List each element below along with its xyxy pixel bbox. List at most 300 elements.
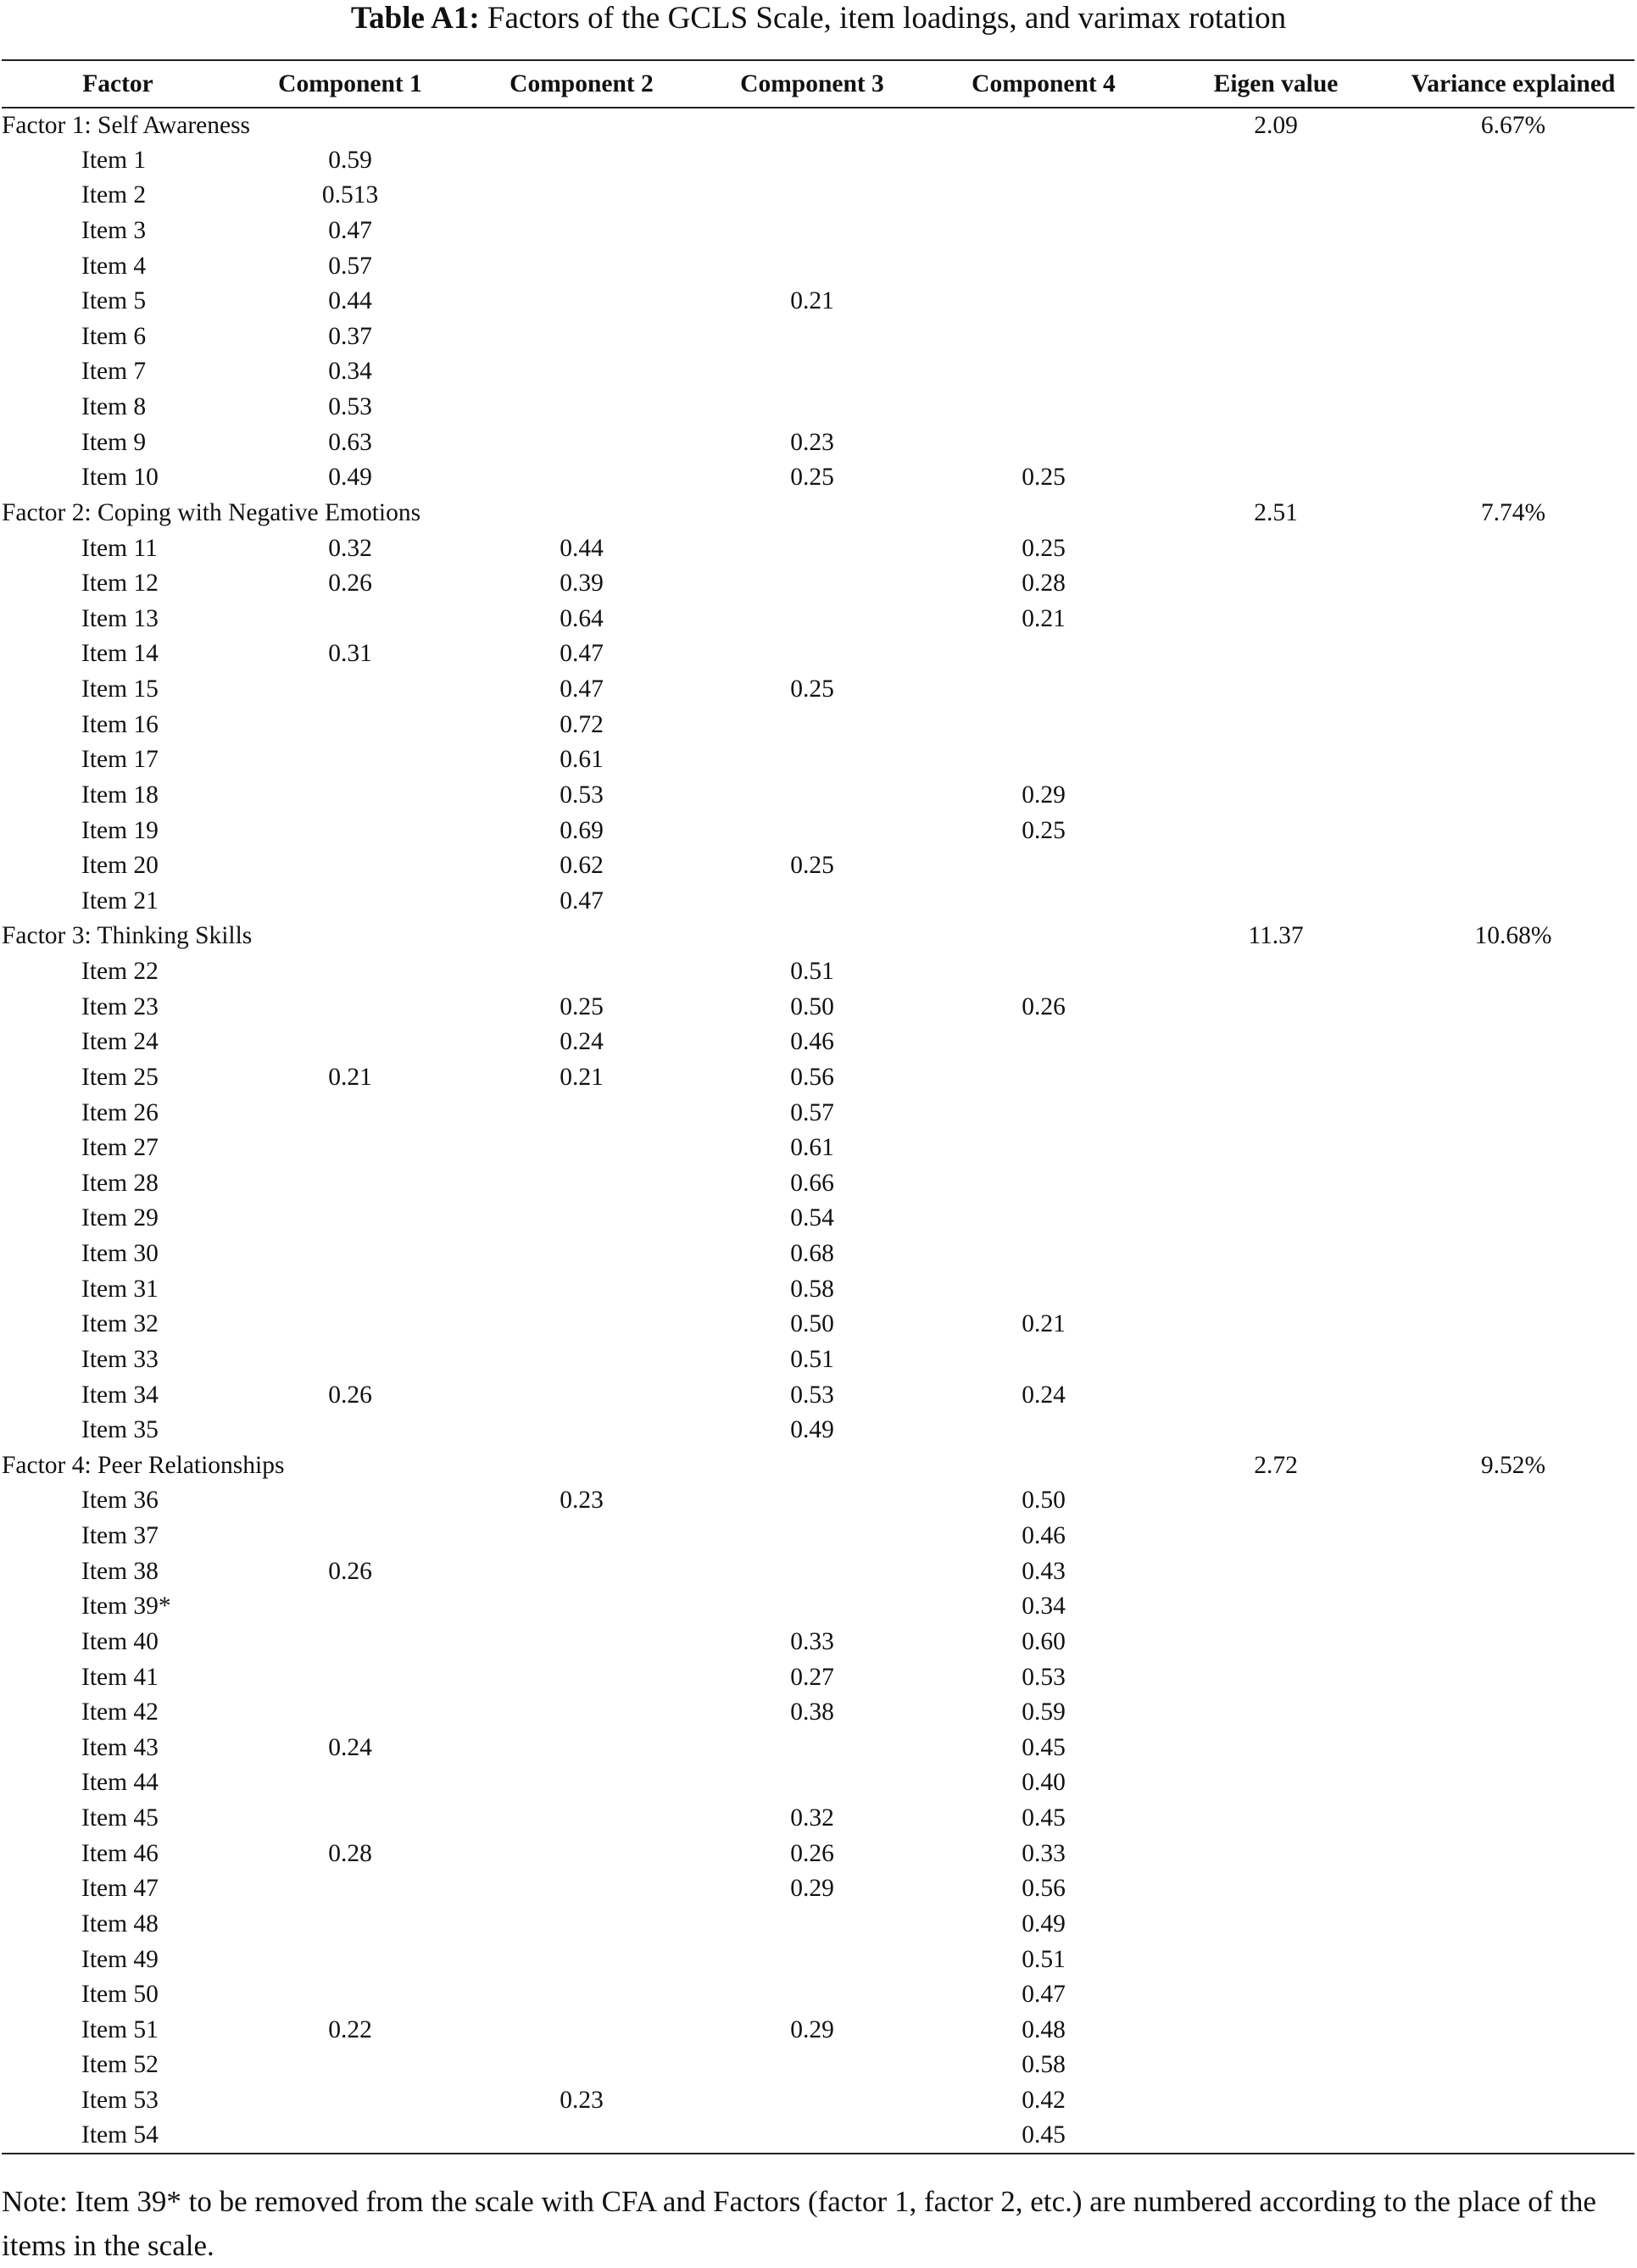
loading-component-2: 0.23 (560, 1487, 604, 1515)
factor-name: Factor 4: Peer Relationships (2, 1451, 285, 1479)
loading-component-1 (234, 1096, 466, 1131)
loading-component-4 (927, 672, 1160, 708)
eigen-value-cell (1160, 1871, 1392, 1907)
eigen-value-cell (1160, 178, 1392, 214)
eigen-value-cell (1160, 249, 1392, 285)
loading-component-1 (234, 1519, 466, 1554)
eigen-value-cell (1160, 1519, 1392, 1554)
loading-component-3 (697, 143, 927, 179)
loading-component-4: 0.58 (1022, 2051, 1066, 2079)
loading-component-3 (697, 602, 927, 637)
loading-component-2: 0.64 (560, 604, 604, 632)
item-name: Item 17 (81, 746, 159, 774)
column-header-component-2: Component 2 (466, 60, 697, 108)
eigen-value-cell (1160, 1554, 1392, 1590)
eigen-value-cell (1160, 1765, 1392, 1801)
variance-explained-cell (1392, 954, 1634, 990)
loading-component-4 (927, 249, 1160, 285)
loading-component-1: 0.57 (328, 252, 372, 280)
loading-component-4: 0.47 (1022, 1981, 1066, 2009)
loading-component-1 (234, 778, 466, 814)
loading-component-2 (466, 390, 697, 425)
loading-component-3 (697, 814, 927, 849)
loading-component-2: 0.44 (560, 534, 604, 562)
loading-component-3: 0.32 (790, 1804, 834, 1832)
eigen-value-cell (1160, 1060, 1392, 1096)
loading-component-3: 0.25 (790, 464, 834, 492)
item-row (2, 178, 1634, 214)
eigen-value-cell (1160, 1378, 1392, 1414)
eigen-value-cell (1160, 1483, 1392, 1519)
loading-component-4 (927, 1237, 1160, 1272)
loading-component-3: 0.26 (790, 1839, 834, 1867)
variance-explained-cell (1392, 1342, 1634, 1378)
item-name: Item 54 (2, 2119, 234, 2154)
loading-component-3 (697, 390, 927, 425)
loading-component-4: 0.59 (1022, 1698, 1066, 1726)
variance-explained-cell (1392, 848, 1634, 884)
loading-component-3 (697, 1977, 927, 2013)
loading-component-4 (927, 1096, 1160, 1131)
loading-component-4 (927, 390, 1160, 425)
loading-component-2 (466, 1943, 697, 1978)
variance-explained-cell (1392, 1201, 1634, 1237)
loading-component-3 (697, 531, 927, 567)
loading-component-1 (234, 2048, 466, 2083)
loading-component-3: 0.21 (790, 287, 834, 315)
loading-component-4: 0.25 (1022, 534, 1066, 562)
variance-explained-cell (1392, 531, 1634, 567)
loading-component-4: 0.53 (1022, 1663, 1066, 1691)
loading-component-2: 0.47 (560, 675, 604, 703)
item-row (2, 742, 1634, 778)
loading-component-3: 0.58 (790, 1275, 834, 1303)
loading-component-3 (697, 1943, 927, 1978)
loading-component-1: 0.44 (328, 287, 372, 315)
eigen-value-cell (1160, 284, 1392, 320)
loading-component-1: 0.22 (328, 2015, 372, 2043)
loading-component-3 (697, 1554, 927, 1590)
variance-explained-cell (1392, 1096, 1634, 1131)
loading-component-1 (234, 708, 466, 743)
loading-component-4: 0.46 (1022, 1522, 1066, 1550)
item-row (2, 1131, 1634, 1166)
loading-component-3 (697, 2048, 927, 2083)
loading-component-2: 0.62 (560, 852, 604, 880)
loading-component-2 (466, 1765, 697, 1801)
item-name: Item 24 (81, 1028, 159, 1056)
eigen-value-cell (1160, 742, 1392, 778)
loading-component-4: 0.45 (927, 2119, 1160, 2154)
loading-component-1: 0.34 (328, 358, 372, 386)
item-name: Item 35 (81, 1416, 159, 1444)
loading-component-4: 0.40 (1022, 1769, 1066, 1797)
loading-component-2 (466, 1166, 697, 1202)
loading-component-4: 0.48 (1022, 2015, 1066, 2043)
item-name: Item 14 (81, 640, 159, 668)
loading-component-2: 0.24 (560, 1028, 604, 1056)
factor-name: Factor 3: Thinking Skills (2, 922, 253, 950)
column-header-variance-explained: Variance explained (1392, 60, 1634, 108)
eigen-value-cell (1160, 2119, 1392, 2154)
eigen-value-cell (1160, 214, 1392, 249)
loading-component-2 (466, 1237, 697, 1272)
variance-explained-cell (1392, 1801, 1634, 1837)
variance-explained-cell (1392, 1977, 1634, 2013)
item-row (2, 390, 1634, 425)
eigen-value-cell (1160, 531, 1392, 567)
variance-explained-cell (1392, 708, 1634, 743)
loading-component-3 (697, 1765, 927, 1801)
eigen-value-cell: 2.09 (1254, 111, 1298, 139)
item-row (2, 1272, 1634, 1308)
loading-component-2: 0.23 (560, 2087, 604, 2115)
loading-component-1 (234, 1413, 466, 1448)
variance-explained-cell (1392, 1837, 1634, 1872)
loading-component-3: 0.66 (790, 1169, 834, 1197)
loading-component-3: 0.49 (790, 1416, 834, 1444)
item-row (2, 2013, 1634, 2048)
loading-component-4: 0.21 (1022, 1310, 1066, 1338)
loading-component-1 (234, 742, 466, 778)
item-row (2, 636, 1634, 672)
eigen-value-cell (1160, 778, 1392, 814)
item-row (2, 531, 1634, 567)
loading-component-3 (697, 636, 927, 672)
loading-component-3 (697, 1519, 927, 1554)
variance-explained-cell (1392, 990, 1634, 1026)
factor-row (2, 496, 1634, 531)
loading-component-3 (697, 742, 927, 778)
item-row (2, 1483, 1634, 1519)
item-row (2, 1907, 1634, 1943)
item-row (2, 1554, 1634, 1590)
loading-component-2 (466, 1801, 697, 1837)
item-name: Item 21 (81, 887, 159, 914)
loading-component-2 (466, 1977, 697, 2013)
loading-component-3 (697, 354, 927, 390)
item-name: Item 46 (81, 1839, 159, 1867)
loading-component-1: 0.28 (328, 1839, 372, 1867)
item-name: Item 52 (81, 2051, 159, 2079)
item-row (2, 1519, 1634, 1554)
loading-component-2: 0.69 (560, 816, 604, 844)
loading-component-2 (466, 1907, 697, 1943)
eigen-value-cell (1160, 1731, 1392, 1766)
item-row (2, 1307, 1634, 1342)
loading-component-1 (234, 1166, 466, 1202)
variance-explained-cell (1392, 1871, 1634, 1907)
variance-explained-cell: 7.74% (1480, 498, 1546, 526)
loading-component-1 (234, 1237, 466, 1272)
loading-component-2 (466, 2013, 697, 2048)
loading-component-1: 0.53 (328, 393, 372, 421)
item-row (2, 954, 1634, 990)
item-name: Item 22 (81, 958, 159, 986)
loading-component-2 (466, 1660, 697, 1696)
item-name: Item 45 (81, 1804, 159, 1832)
loading-component-3: 0.27 (790, 1663, 834, 1691)
loading-component-3 (697, 778, 927, 814)
item-name: Item 20 (81, 852, 159, 880)
item-name: Item 43 (81, 1733, 159, 1761)
loading-component-3: 0.61 (790, 1134, 834, 1162)
loading-component-1 (234, 1625, 466, 1660)
loading-component-3: 0.33 (790, 1627, 834, 1655)
item-row (2, 1660, 1634, 1696)
loading-component-2 (466, 284, 697, 320)
loading-component-4 (927, 1272, 1160, 1308)
item-name: Item 3 (81, 216, 147, 244)
loading-component-2 (466, 1131, 697, 1166)
loading-component-3: 0.53 (790, 1381, 834, 1409)
loading-component-2: 0.53 (560, 781, 604, 809)
loading-component-4: 0.34 (1022, 1593, 1066, 1620)
loading-component-2 (466, 1554, 697, 1590)
eigen-value-cell (1160, 990, 1392, 1026)
eigen-value-cell (1160, 1096, 1392, 1131)
loading-component-2 (466, 425, 697, 461)
loading-component-2: 0.72 (560, 710, 604, 738)
variance-explained-cell (1392, 1025, 1634, 1060)
loading-component-4 (927, 1413, 1160, 1448)
loading-component-4 (927, 954, 1160, 990)
variance-explained-cell (1392, 1237, 1634, 1272)
loading-component-3 (697, 320, 927, 355)
loading-component-1 (234, 602, 466, 637)
eigen-value-cell (1160, 1166, 1392, 1202)
item-row (2, 1625, 1634, 1660)
loading-component-1 (234, 672, 466, 708)
loading-component-1 (234, 1695, 466, 1731)
item-name: Item 31 (81, 1275, 159, 1303)
item-row (2, 1201, 1634, 1237)
factor-row (2, 1448, 1634, 1484)
loading-component-2: 0.25 (560, 992, 604, 1020)
loading-component-3 (697, 1589, 927, 1625)
item-row (2, 1237, 1634, 1272)
loading-component-4: 0.26 (1022, 992, 1066, 1020)
variance-explained-cell (1392, 425, 1634, 461)
loading-component-4: 0.42 (1022, 2087, 1066, 2115)
variance-explained-cell (1392, 1307, 1634, 1342)
column-header-component-4: Component 4 (927, 60, 1160, 108)
variance-explained-cell (1392, 1413, 1634, 1448)
item-row (2, 2083, 1634, 2119)
loading-component-3 (697, 884, 927, 920)
loading-component-4 (927, 848, 1160, 884)
loading-component-4: 0.43 (1022, 1557, 1066, 1585)
item-name: Item 15 (81, 675, 159, 703)
item-row (2, 1801, 1634, 1837)
factor-loadings-table (2, 59, 1634, 2154)
loading-component-4: 0.24 (1022, 1381, 1066, 1409)
loading-component-4 (927, 425, 1160, 461)
loading-component-2 (466, 1837, 697, 1872)
eigen-value-cell (1160, 2083, 1392, 2119)
loading-component-3 (697, 1907, 927, 1943)
loading-component-2 (466, 1871, 697, 1907)
loading-component-1: 0.21 (328, 1063, 372, 1091)
variance-explained-cell (1392, 320, 1634, 355)
loading-component-3: 0.68 (790, 1240, 834, 1268)
loading-component-1 (234, 1307, 466, 1342)
eigen-value-cell (1160, 1025, 1392, 1060)
item-name: Item 48 (81, 1909, 159, 1937)
eigen-value-cell (1160, 636, 1392, 672)
variance-explained-cell (1392, 636, 1634, 672)
loading-component-3: 0.56 (790, 1063, 834, 1091)
item-row (2, 884, 1634, 920)
loading-component-4: 0.28 (1022, 570, 1066, 598)
loading-component-1: 0.26 (328, 1381, 372, 1409)
item-row (2, 1166, 1634, 1202)
item-row (2, 1589, 1634, 1625)
loading-component-4 (927, 1342, 1160, 1378)
item-name: Item 28 (81, 1169, 159, 1197)
loading-component-3: 0.50 (790, 1310, 834, 1338)
loading-component-3: 0.51 (790, 1345, 834, 1373)
item-row (2, 1060, 1634, 1096)
loading-component-2 (466, 460, 697, 496)
item-name: Item 13 (81, 604, 159, 632)
item-name: Item 36 (81, 1487, 159, 1515)
variance-explained-cell (1392, 143, 1634, 179)
eigen-value-cell (1160, 425, 1392, 461)
loading-component-2 (466, 1625, 697, 1660)
variance-explained-cell (1392, 249, 1634, 285)
column-header-factor: Factor (2, 60, 234, 108)
table-caption-label: Table A1: (350, 1, 480, 36)
loading-component-4 (927, 143, 1160, 179)
loading-component-1 (234, 884, 466, 920)
loading-component-2 (466, 1519, 697, 1554)
table-body (2, 108, 1634, 2154)
item-name: Item 44 (81, 1769, 159, 1797)
item-name: Item 33 (81, 1345, 159, 1373)
loading-component-4 (927, 1166, 1160, 1202)
eigen-value-cell (1160, 672, 1392, 708)
eigen-value-cell (1160, 2013, 1392, 2048)
loading-component-2 (466, 1413, 697, 1448)
loading-component-3 (697, 178, 927, 214)
loading-component-4 (927, 1025, 1160, 1060)
variance-explained-cell (1392, 1943, 1634, 1978)
loading-component-1 (234, 2083, 466, 2119)
loading-component-2 (466, 1695, 697, 1731)
item-row (2, 814, 1634, 849)
item-row (2, 672, 1634, 708)
eigen-value-cell (1160, 1837, 1392, 1872)
table-caption (0, 0, 1637, 37)
item-row (2, 1837, 1634, 1872)
loading-component-2 (466, 320, 697, 355)
loading-component-3 (697, 2083, 927, 2119)
variance-explained-cell (1392, 178, 1634, 214)
item-row (2, 1765, 1634, 1801)
loading-component-1: 0.47 (328, 216, 372, 244)
variance-explained-cell (1392, 284, 1634, 320)
variance-explained-cell (1392, 1378, 1634, 1414)
item-name: Item 10 (81, 464, 159, 492)
eigen-value-cell (1160, 1131, 1392, 1166)
loading-component-1: 0.63 (328, 428, 372, 456)
loading-component-3: 0.51 (790, 958, 834, 986)
eigen-value-cell (1160, 566, 1392, 602)
loading-component-3: 0.29 (790, 2015, 834, 2043)
loading-component-1 (234, 1801, 466, 1837)
loading-component-4: 0.51 (1022, 1945, 1066, 1973)
loading-component-4: 0.56 (1022, 1875, 1066, 1903)
item-row (2, 249, 1634, 285)
eigen-value-cell: 2.51 (1254, 498, 1298, 526)
item-name: Item 49 (81, 1945, 159, 1973)
item-name: Item 51 (81, 2015, 159, 2043)
loading-component-1: 0.513 (321, 181, 379, 209)
table-header-row (2, 60, 1634, 108)
loading-component-4 (927, 178, 1160, 214)
item-name: Item 1 (81, 146, 147, 174)
variance-explained-cell (1392, 1060, 1634, 1096)
item-row (2, 1025, 1634, 1060)
item-row (2, 1413, 1634, 1448)
loading-component-2 (466, 1589, 697, 1625)
variance-explained-cell: 6.67% (1480, 111, 1546, 139)
variance-explained-cell (1392, 1589, 1634, 1625)
eigen-value-cell (1160, 320, 1392, 355)
loading-component-1 (234, 1589, 466, 1625)
item-row (2, 778, 1634, 814)
eigen-value-cell (1160, 954, 1392, 990)
eigen-value-cell (1160, 848, 1392, 884)
eigen-value-cell (1160, 1660, 1392, 1696)
loading-component-3 (697, 214, 927, 249)
item-row (2, 2119, 1634, 2154)
loading-component-4 (927, 742, 1160, 778)
item-name: Item 4 (81, 252, 147, 280)
eigen-value-cell (1160, 1272, 1392, 1308)
eigen-value-cell: 2.72 (1254, 1451, 1298, 1479)
loading-component-3: 0.29 (790, 1875, 834, 1903)
loading-component-1 (234, 1131, 466, 1166)
table-note: Note: Item 39* to be removed from the scale with CFA and Factors (factor 1, factor 2, etc.) are numbered according to the place of the items in the scale. (2, 2185, 1596, 2262)
loading-component-2: 0.39 (560, 570, 604, 598)
column-header-eigen-value: Eigen value (1160, 60, 1392, 108)
item-name: Item 30 (81, 1240, 159, 1268)
loading-component-4 (927, 354, 1160, 390)
loading-component-3: 0.25 (790, 675, 834, 703)
item-name: Item 11 (81, 534, 158, 562)
variance-explained-cell (1392, 1625, 1634, 1660)
item-row (2, 143, 1634, 179)
loading-component-1 (234, 1025, 466, 1060)
item-row (2, 1731, 1634, 1766)
loading-component-1: 0.26 (328, 570, 372, 598)
loading-component-1 (234, 2119, 466, 2154)
item-row (2, 990, 1634, 1026)
loading-component-3: 0.57 (790, 1098, 834, 1126)
item-name: Item 32 (81, 1310, 159, 1338)
loading-component-2: 0.21 (560, 1063, 604, 1091)
item-name: Item 26 (81, 1098, 159, 1126)
variance-explained-cell: 10.68% (1474, 922, 1552, 950)
variance-explained-cell (1392, 390, 1634, 425)
loading-component-2 (466, 1378, 697, 1414)
item-name: Item 2 (81, 181, 147, 209)
item-name: Item 7 (81, 358, 147, 386)
variance-explained-cell (1392, 602, 1634, 637)
loading-component-2 (466, 1307, 697, 1342)
